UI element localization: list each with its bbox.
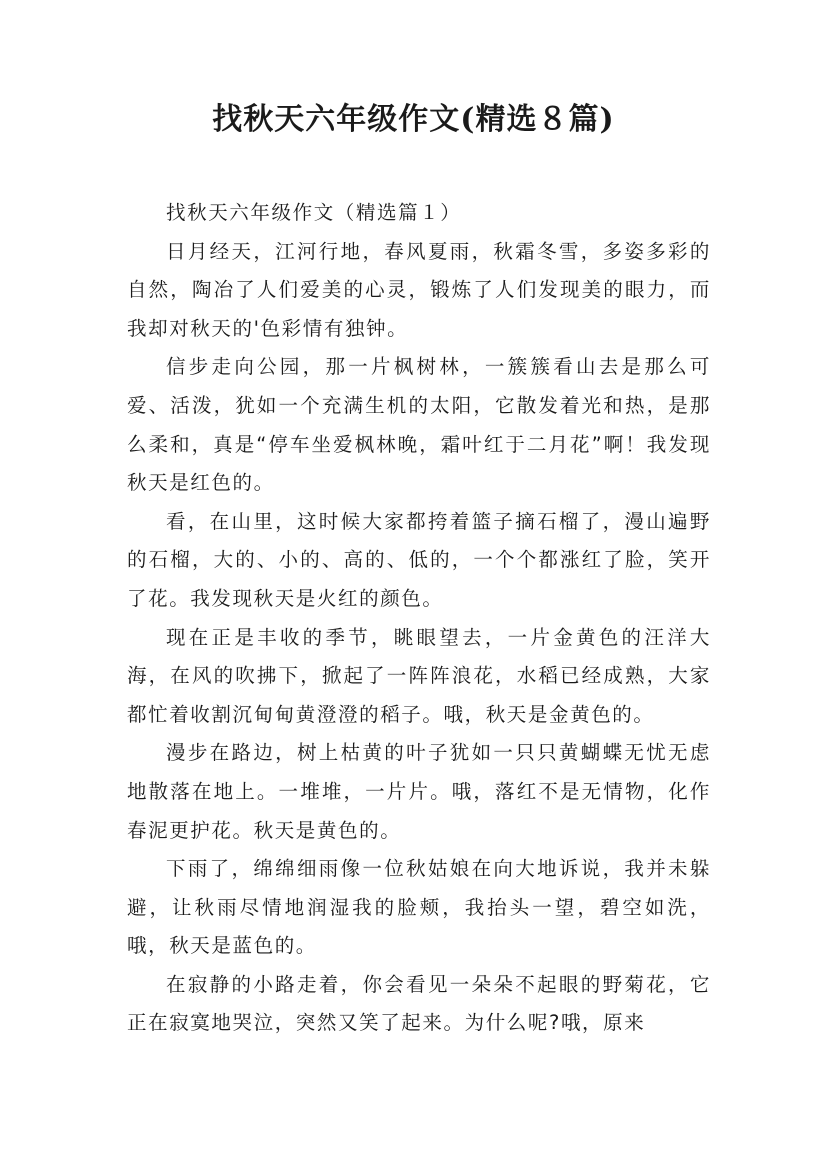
paragraph: 看，在山里，这时候大家都挎着篮子摘石榴了，漫山遍野的石榴，大的、小的、高的、低的，一个个都涨红了脸，笑开了花。我发现秋天是火红的颜色。 (127, 509, 711, 610)
document-title: 找秋天六年级作文(精选８篇) (212, 102, 615, 137)
document-body (127, 194, 711, 1043)
paragraph: 日月经天，江河行地，春风夏雨，秋霜冬雪，多姿多彩的自然，陶冶了人们爱美的心灵，锻炼了人们发现美的眼力，而我却对秋天的'色彩情有独钟。 (127, 239, 711, 340)
paragraph: 下雨了，绵绵细雨像一位秋姑娘在向大地诉说，我并未躲避，让秋雨尽情地润湿我的脸颊，我抬头一望，碧空如洗，哦，秋天是蓝色的。 (127, 857, 711, 958)
paragraph: 现在正是丰收的季节，眺眼望去，一片金黄色的汪洋大海，在风的吹拂下，掀起了一阵阵浪花，水稻已经成熟，大家都忙着收割沉甸甸黄澄澄的稻子。哦，秋天是金黄色的。 (127, 625, 711, 726)
paragraph: 漫步在路边，树上枯黄的叶子犹如一只只黄蝴蝶无忧无虑地散落在地上。一堆堆，一片片。哦，落红不是无情物，化作春泥更护花。秋天是黄色的。 (127, 741, 711, 842)
section-heading: 找秋天六年级作文（精选篇１） (166, 201, 462, 224)
paragraph: 在寂静的小路走着，你会看见一朵朵不起眼的野菊花，它正在寂寞地哭泣，突然又笑了起来。为什么呢?哦，原来 (127, 972, 711, 1035)
paragraph: 信步走向公园，那一片枫树林，一簇簇看山去是那么可爱、活泼，犹如一个充满生机的太阳，它散发着光和热，是那么柔和，真是“停车坐爱枫林晚，霜叶红于二月花”啊！我发现秋天是红色的。 (127, 355, 711, 495)
